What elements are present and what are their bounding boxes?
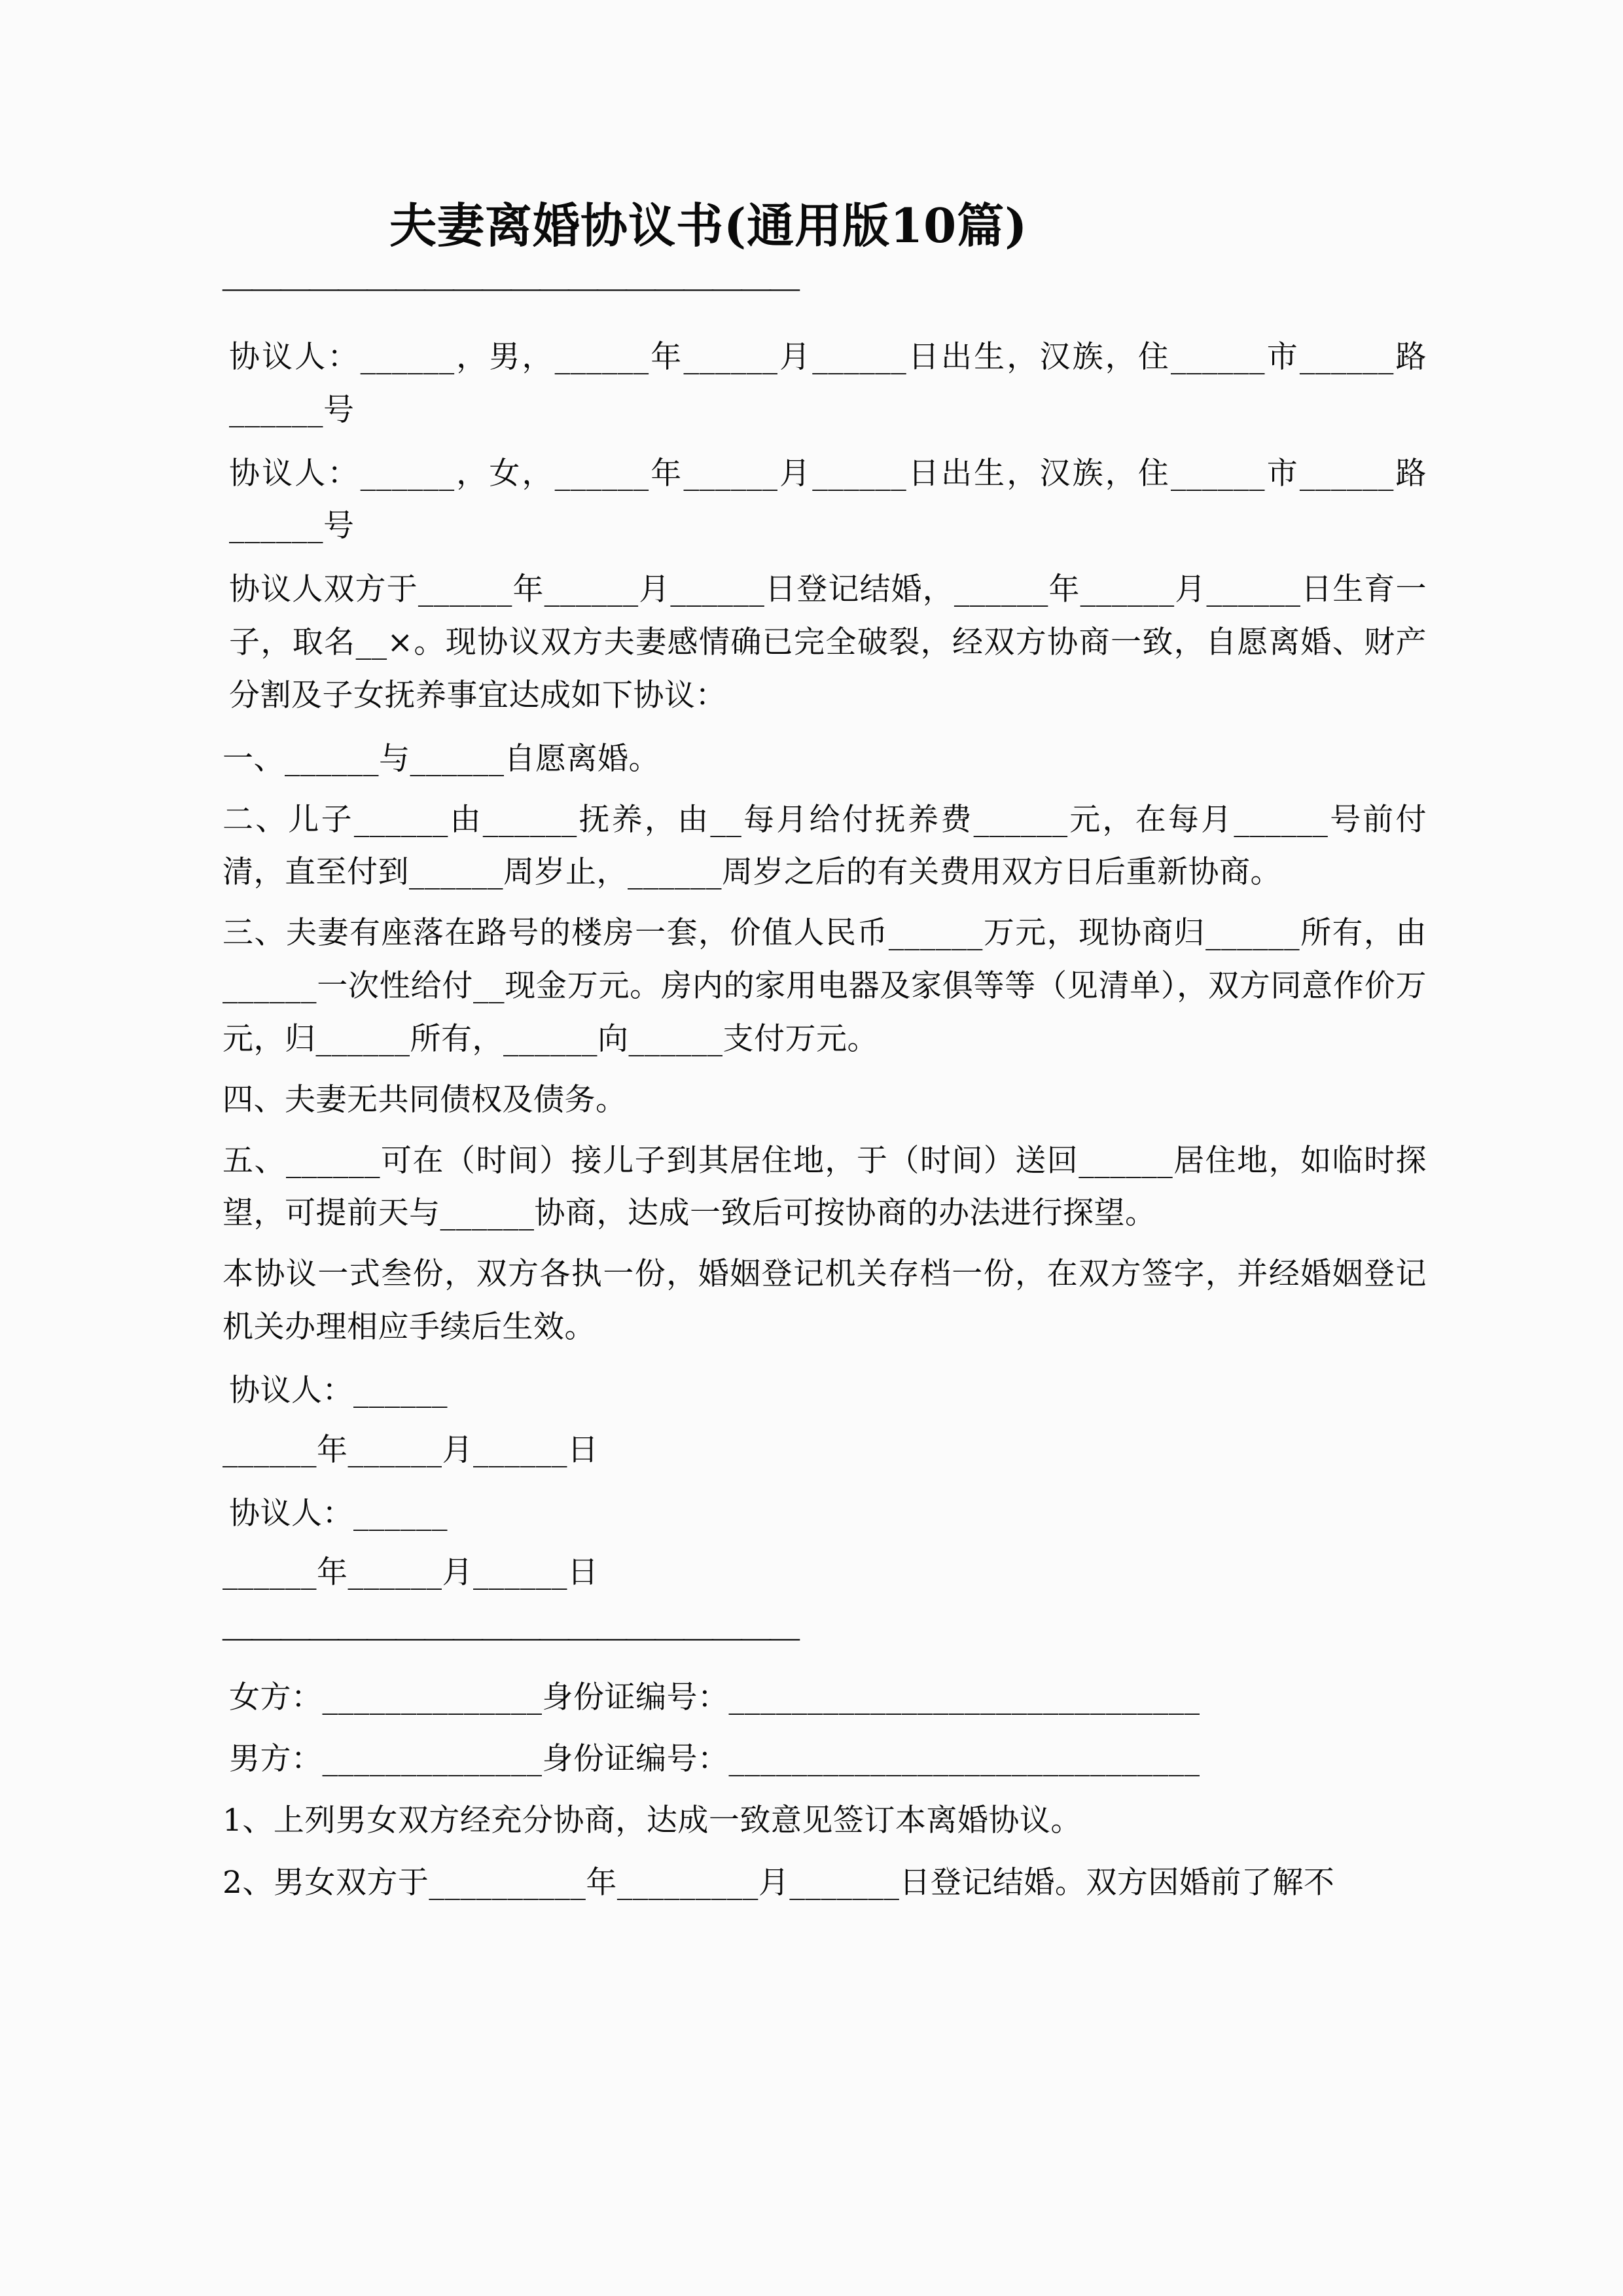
- paragraph-party-male: 协议人：______，男，______年______月______日出生，汉族，住______市______路______号: [229, 339, 1427, 428]
- page-title: 夫妻离婚协议书(通用版10篇): [389, 198, 1028, 253]
- paragraph-party-female: 协议人：______，女，______年______月______日出生，汉族，住______市______路______号: [229, 455, 1427, 545]
- numbered-item-one: 1、上列男女双方经充分协商，达成一致意见签订本离婚协议。: [223, 1803, 1082, 1839]
- clause-three: 三、夫妻有座落在路号的楼房一套，价值人民币______万元，现协商归______所有，由______一次性给付__现金万元。房内的家用电器及家俱等等（见清单），双方同意作价万元，归______所有，______向______支付万元。: [223, 915, 1427, 1057]
- identity-line-male: 男方：______________身份证编号：______________________________: [229, 1741, 1200, 1778]
- signer-label-second: 协议人：______: [229, 1495, 448, 1532]
- numbered-item-two: 2、男女双方于__________年_________月_______日登记结婚。双方因婚前了解不: [223, 1864, 1335, 1901]
- clause-four: 四、夫妻无共同债权及债务。: [223, 1081, 627, 1118]
- middle-divider-rule: ————————————————————: [223, 1620, 798, 1654]
- clause-one: 一、______与______自愿离婚。: [223, 740, 660, 777]
- signer-date-first: ______年______月______日: [223, 1431, 599, 1468]
- paragraph-marriage-registration: 协议人双方于______年______月______日登记结婚，______年______月______日生育一子，取名__×。现协议双方夫妻感情确已完全破裂，经双方协商一致，自愿离婚、财产分割及子女抚养事宜达成如下协议：: [229, 571, 1427, 713]
- signer-label-first: 协议人：______: [229, 1372, 448, 1408]
- paragraph-closing: 本协议一式叁份，双方各执一份，婚姻登记机关存档一份，在双方签字，并经婚姻登记机关办理相应手续后生效。: [223, 1256, 1427, 1346]
- clause-two: 二、儿子______由______抚养，由__每月给付抚养费______元，在每月______号前付清，直至付到______周岁止，______周岁之后的有关费用双方日后重新协商。: [223, 801, 1427, 891]
- top-divider-rule: ————————————————————: [223, 270, 798, 304]
- clause-five: 五、______可在（时间）接儿子到其居住地，于（时间）送回______居住地，如临时探望，可提前天与______协商，达成一致后可按协商的办法进行探望。: [223, 1142, 1427, 1232]
- identity-line-female: 女方：______________身份证编号：______________________________: [229, 1679, 1200, 1716]
- signer-date-second: ______年______月______日: [223, 1554, 599, 1591]
